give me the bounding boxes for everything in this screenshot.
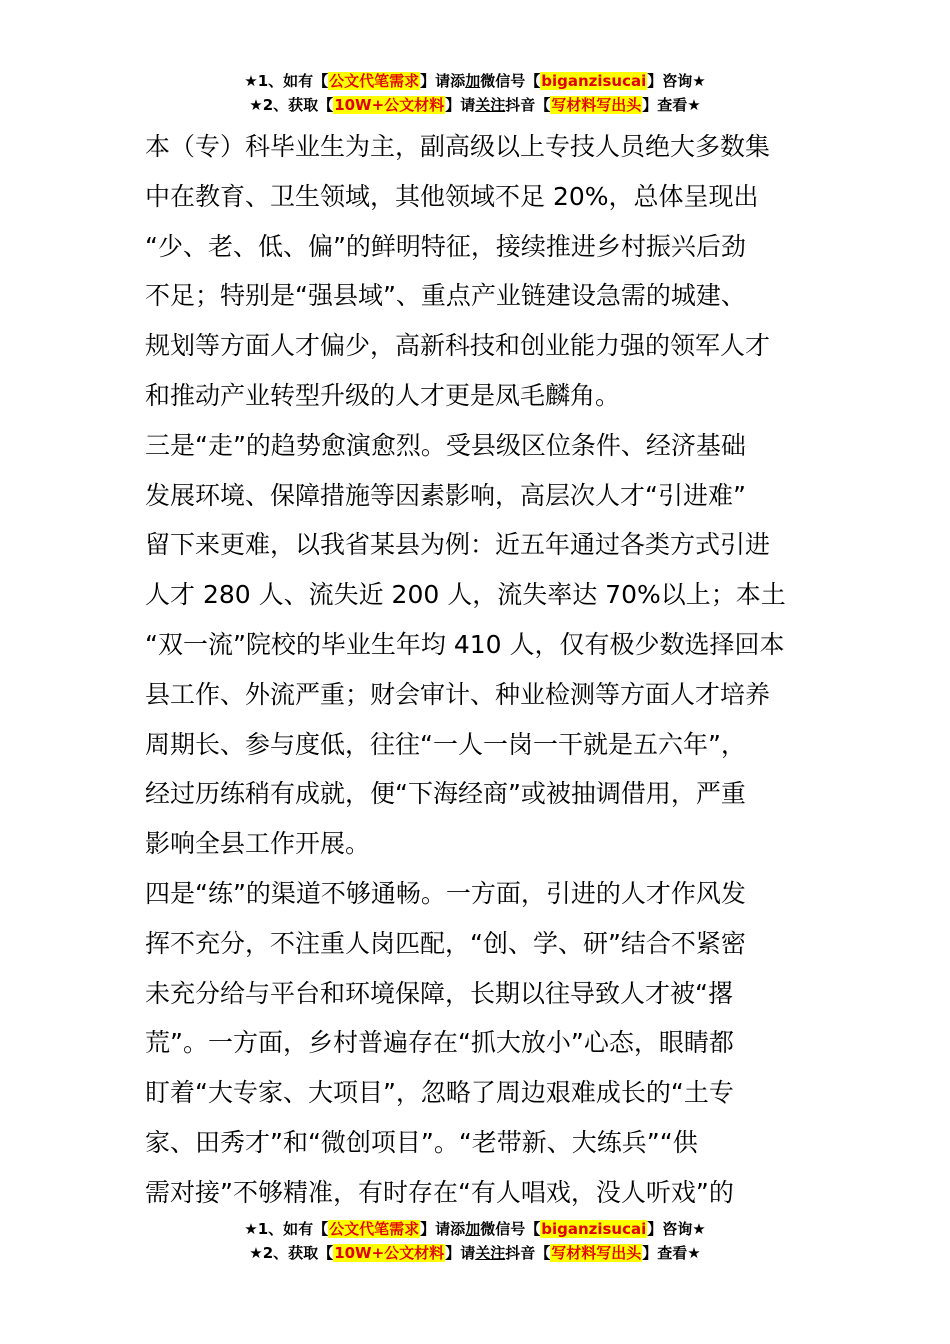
text-line: 和推动产业转型升级的人才更是凤毛麟角。 (145, 380, 621, 410)
banner-highlight: biganzisucai (541, 72, 647, 90)
banner-line-1 (0, 1218, 950, 1242)
text-line: 发展环境、保障措施等因素影响，高层次人才“引进难” (145, 480, 746, 510)
banner-text: 微信号【 (480, 72, 541, 90)
banner-text: ★2、获取【 (249, 1244, 334, 1262)
document-body (145, 122, 810, 1218)
banner-text: 】请添 (420, 1220, 466, 1238)
paragraph (145, 869, 810, 1218)
text-line: 本（专）科毕业生为主，副高级以上专技人员绝大多数集 (145, 132, 771, 161)
banner-text: 】请添 (420, 72, 466, 90)
banner-text: 】咨询★ (647, 72, 706, 90)
banner-text: 】请 (445, 1244, 476, 1262)
banner-line-1 (0, 70, 950, 94)
banner-text: 】查看★ (642, 96, 701, 114)
banner-underlined-text: 关注 (475, 1244, 506, 1262)
banner-highlight: 10W+公文材料 (334, 1244, 445, 1262)
text-line: 四是“练”的渠道不够通畅。一方面，引进的人才作风发 (145, 878, 746, 908)
text-line: 周期长、参与度低，往往“一人一岗一干就是五六年”， (145, 729, 746, 759)
paragraph (145, 122, 810, 421)
text-line: 盯着“大专家、大项目”，忽略了周边艰难成长的“土专 (145, 1078, 734, 1108)
banner-highlight: 公文代笔需求 (329, 72, 420, 90)
banner-text: ★2、获取【 (249, 96, 334, 114)
banner-text: 】请 (445, 96, 476, 114)
banner-text: 抖音【 (505, 96, 551, 114)
text-line: 规划等方面人才偏少，高新科技和创业能力强的领军人才 (145, 331, 771, 361)
header-banner (0, 70, 950, 118)
banner-text: ★1、如有【 (244, 72, 329, 90)
text-line: 未充分给与平台和环境保障，长期以往导致人才被“撂 (145, 978, 733, 1008)
text-line: 不足；特别是“强县域”、重点产业链建设急需的城建、 (145, 281, 746, 311)
banner-line-2 (0, 1242, 950, 1266)
text-line: “少、老、低、偏”的鲜明特征，接续推进乡村振兴后劲 (145, 231, 746, 261)
text-line: 留下来更难，以我省某县为例：近五年通过各类方式引进 (145, 530, 771, 560)
banner-highlight: 写材料写出头 (551, 96, 642, 114)
text-line: “双一流”院校的毕业生年均 410 人，仅有极少数选择回本 (145, 629, 785, 659)
text-line: 影响全县工作开展。 (145, 829, 371, 859)
banner-text: 】咨询★ (647, 1220, 706, 1238)
banner-line-2 (0, 94, 950, 118)
text-line: 经过历练稍有成就，便“下海经商”或被抽调借用，严重 (145, 779, 746, 809)
text-line: 人才 280 人、流失近 200 人，流失率达 70%以上；本土 (145, 580, 786, 610)
banner-highlight: 写材料写出头 (551, 1244, 642, 1262)
banner-text: ★1、如有【 (244, 1220, 329, 1238)
banner-text: 】查看★ (642, 1244, 701, 1262)
banner-underlined-text: 加 (465, 1220, 481, 1238)
banner-underlined-text: 加 (465, 72, 481, 90)
text-line: 需对接”不够精准，有时存在“有人唱戏，没人听戏”的 (145, 1177, 734, 1207)
text-line: 荒”。一方面，乡村普遍存在“抓大放小”心态，眼睛都 (145, 1028, 734, 1058)
banner-text: 抖音【 (505, 1244, 551, 1262)
text-line: 家、田秀才”和“微创项目”。“老带新、大练兵”“供 (145, 1127, 698, 1157)
paragraph (145, 421, 810, 869)
banner-underlined-text: 关注 (475, 96, 506, 114)
banner-text: 微信号【 (480, 1220, 541, 1238)
text-line: 三是“走”的趋势愈演愈烈。受县级区位条件、经济基础 (145, 430, 746, 460)
text-line: 县工作、外流严重；财会审计、种业检测等方面人才培养 (145, 679, 771, 709)
banner-highlight: biganzisucai (541, 1220, 647, 1238)
text-line: 中在教育、卫生领域，其他领域不足 20%，总体呈现出 (145, 181, 759, 211)
text-line: 挥不充分，不注重人岗匹配，“创、学、研”结合不紧密 (145, 928, 746, 958)
banner-highlight: 10W+公文材料 (334, 96, 445, 114)
footer-banner (0, 1218, 950, 1266)
banner-highlight: 公文代笔需求 (329, 1220, 420, 1238)
